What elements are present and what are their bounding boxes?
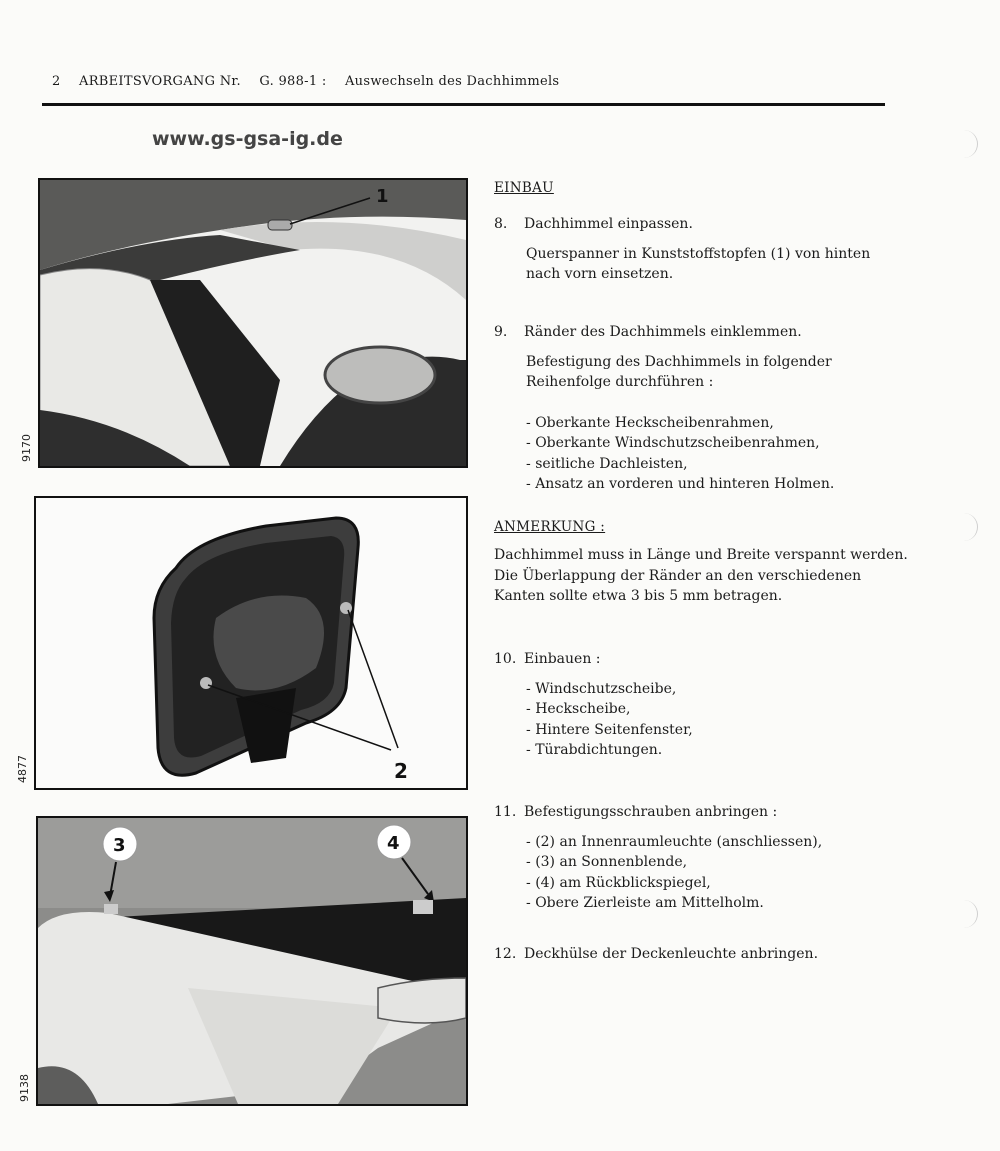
callout-4: 4	[387, 833, 400, 854]
punch-hole	[955, 513, 978, 541]
einbau-heading: EINBAU	[494, 180, 554, 196]
step-text-line: nach vorn einsetzen.	[526, 266, 674, 282]
step-10-list	[526, 679, 914, 761]
step-11-list	[526, 832, 924, 914]
page-header	[52, 74, 573, 89]
punch-hole	[955, 130, 978, 158]
figure-number-2: 4877	[16, 755, 29, 783]
step-11	[494, 802, 924, 914]
step-9	[494, 322, 914, 495]
list-item: - Türabdichtungen.	[526, 740, 914, 761]
header-rule	[42, 103, 885, 106]
step-title: Einbauen :	[524, 651, 601, 667]
step-number: 9.	[494, 324, 508, 340]
figure-photo-2	[34, 496, 468, 790]
step-10	[494, 649, 914, 761]
list-item: - Windschutzscheibe,	[526, 679, 914, 700]
step-8	[494, 214, 894, 285]
list-item: - Heckscheibe,	[526, 699, 914, 720]
list-item: - Obere Zierleiste am Mittelholm.	[526, 893, 924, 914]
step-text-line: Befestigung des Dachhimmels in folgender	[526, 353, 832, 370]
page-number: 2	[52, 74, 61, 89]
step-text-line: Reihenfolge durchführen :	[526, 374, 714, 390]
step-number: 11.	[494, 804, 517, 820]
step-title: Befestigungsschrauben anbringen :	[524, 804, 778, 820]
list-item: - Oberkante Heckscheibenrahmen,	[526, 413, 914, 434]
step-number: 10.	[494, 651, 517, 667]
list-item: - (2) an Innenraumleuchte (anschliessen),	[526, 832, 924, 853]
figure-number-3: 9138	[18, 1074, 31, 1102]
step-text-line: Querspanner in Kunststoffstopfen (1) von hinten	[526, 245, 871, 262]
operation-label: ARBEITSVORGANG Nr.	[79, 74, 241, 89]
list-item: - Hintere Seitenfenster,	[526, 720, 914, 741]
callout-3: 3	[113, 835, 126, 856]
website-watermark: www.gs-gsa-ig.de	[152, 128, 343, 150]
page-title: Auswechseln des Dachhimmels	[344, 74, 560, 89]
step-title: Dachhimmel einpassen.	[524, 216, 693, 232]
figure-number-1: 9170	[20, 434, 33, 462]
callout-2: 2	[394, 759, 408, 783]
anmerkung-heading: ANMERKUNG :	[494, 519, 606, 535]
list-item: - seitliche Dachleisten,	[526, 454, 914, 475]
callout-1: 1	[376, 186, 389, 207]
step-title: Ränder des Dachhimmels einklemmen.	[524, 324, 802, 340]
list-item: - (4) am Rückblickspiegel,	[526, 873, 924, 894]
list-item: - Oberkante Windschutzscheibenrahmen,	[526, 433, 914, 454]
figure-photo-1	[38, 178, 468, 468]
step-9-list	[526, 413, 914, 495]
list-item: - (3) an Sonnenblende,	[526, 852, 924, 873]
step-number: 12.	[494, 946, 517, 962]
operation-number: G. 988-1 :	[259, 74, 327, 89]
anmerkung-text	[494, 545, 924, 607]
note-line: Dachhimmel muss in Länge und Breite verspannt werden.	[494, 547, 908, 563]
step-12	[494, 944, 924, 965]
list-item: - Ansatz an vorderen und hinteren Holmen.	[526, 474, 914, 495]
note-line: Die Überlappung der Ränder an den verschiedenen	[494, 567, 862, 584]
step-number: 8.	[494, 216, 508, 232]
figure-photo-3	[36, 816, 468, 1106]
note-line: Kanten sollte etwa 3 bis 5 mm betragen.	[494, 588, 783, 604]
punch-hole	[955, 900, 978, 928]
step-title: Deckhülse der Deckenleuchte anbringen.	[524, 946, 819, 962]
